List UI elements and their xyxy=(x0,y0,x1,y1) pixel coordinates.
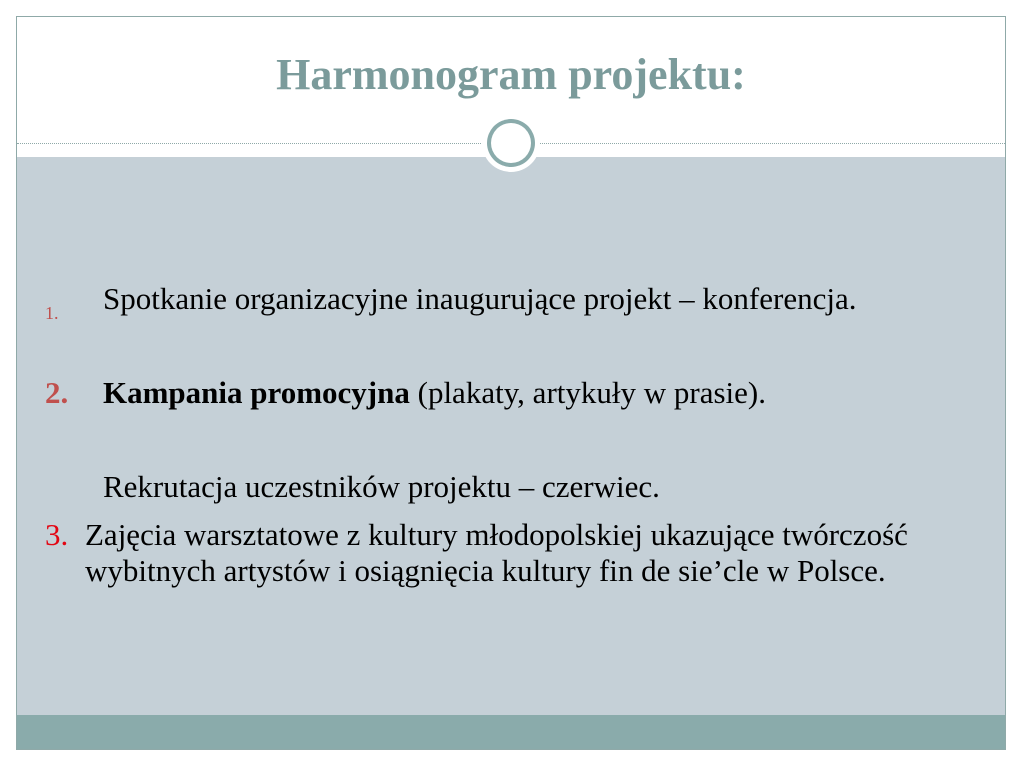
list-item-bold: Kampania promocyjna xyxy=(103,375,410,410)
list-item: Rekrutacja uczestników projektu – czerwiec. xyxy=(103,469,660,504)
list-number: 1. xyxy=(45,303,59,323)
circle-center xyxy=(491,123,531,163)
list-item-text: (plakaty, artykuły w prasie). xyxy=(409,375,766,410)
slide xyxy=(16,16,1006,750)
list-item xyxy=(103,375,943,411)
content-panel xyxy=(17,157,1005,715)
footer-bar xyxy=(17,715,1005,749)
slide-title: Harmonogram projektu: xyxy=(276,50,746,99)
list-item: Spotkanie organizacyjne inaugurujące projekt – konferencja. xyxy=(103,281,857,316)
list-item xyxy=(85,517,935,589)
list-number: 2. xyxy=(45,375,69,410)
list-item-text: Zajęcia warsztatowe z kultury młodopolskiej ukazujące twórczość wybitnych artystów i osiągnięcia kultury fin de sie’cle w Polsce. xyxy=(85,517,908,588)
list-number: 3. xyxy=(45,517,69,552)
